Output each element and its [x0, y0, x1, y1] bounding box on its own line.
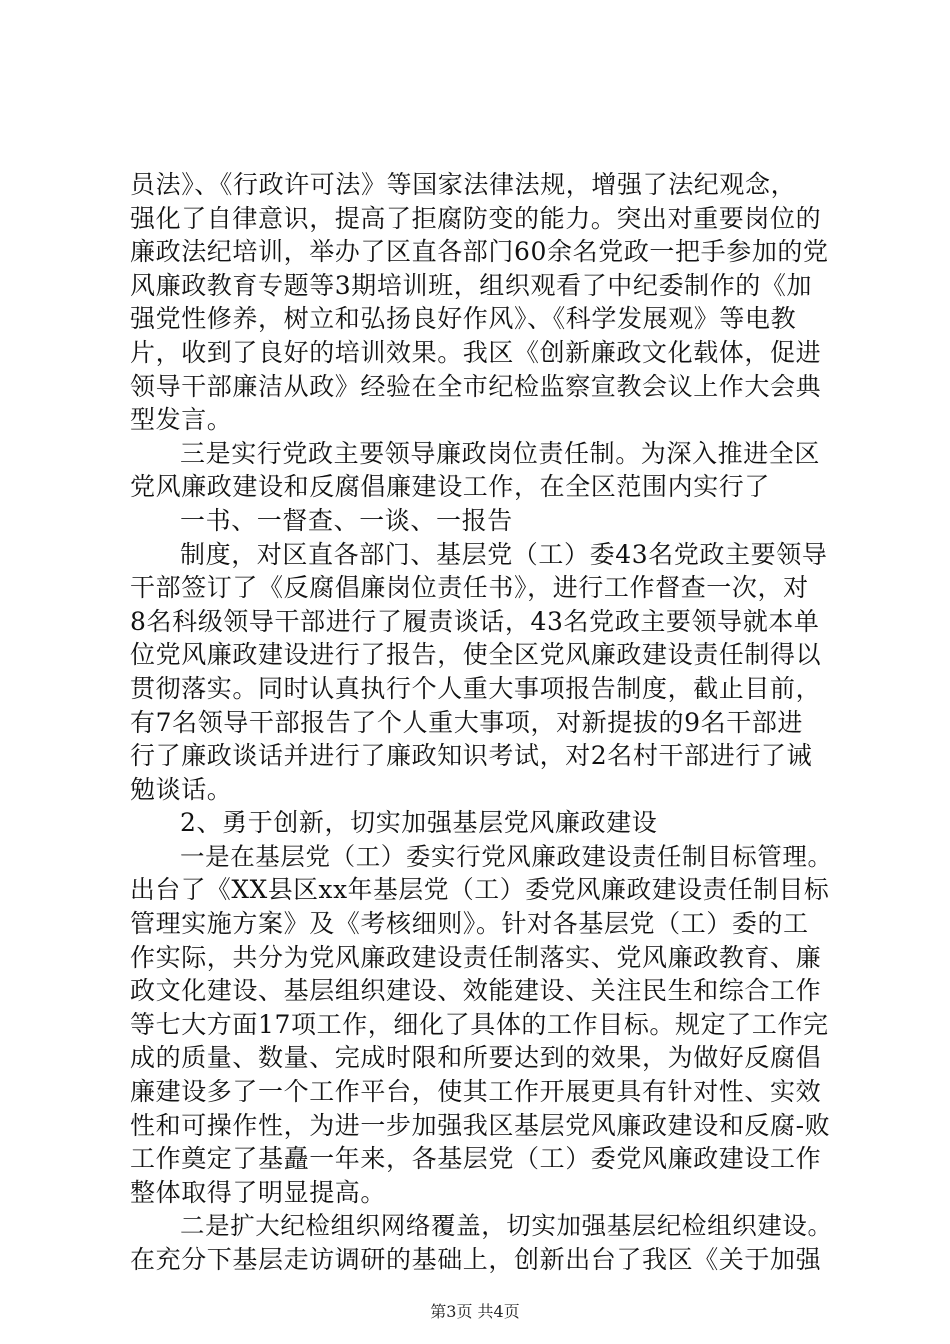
text-line: 贯彻落实。同时认真执行个人重大事项报告制度，截止目前，: [130, 673, 822, 703]
text-line: 干部签订了《反腐倡廉岗位责任书》，进行工作督查一次，对: [130, 573, 809, 603]
text-line: 型发言。: [130, 405, 233, 435]
text-line: 有7名领导干部报告了个人重大事项，对新提拔的9名干部进: [130, 707, 804, 737]
text-line: 员法》、《行政许可法》等国家法律法规，增强了法纪观念，: [130, 170, 797, 199]
text-line: 行了廉政谈话并进行了廉政知识考试，对2名村干部进行了诫: [130, 741, 813, 771]
text-line: 位党风廉政建设进行了报告，使全区党风廉政建设责任制得以: [130, 640, 822, 670]
text-line: 三是实行党政主要领导廉政岗位责任制。为深入推进全区: [180, 438, 821, 468]
text-line: 一书、一督查、一谈、一报告: [180, 505, 513, 535]
text-line: 片，收到了良好的培训效果。我区《创新廉政文化载体，促进: [130, 337, 822, 367]
text-line: 政文化建设、基层组织建设、效能建设、关注民生和综合工作: [130, 976, 822, 1006]
text-line: 性和可操作性，为进一步加强我区基层党风廉政建设和反腐-败: [130, 1110, 831, 1140]
text-line: 在充分下基层走访调研的基础上，创新出台了我区《关于加强: [130, 1245, 822, 1274]
text-line: 2、勇于创新，切实加强基层党风廉政建设: [180, 808, 658, 838]
text-line: 党风廉政建设和反腐倡廉建设工作，在全区范围内实行了: [130, 472, 771, 502]
page-footer: 第3页 共4页: [430, 1302, 520, 1321]
text-line: 强党性修养，树立和弘扬良好作风》、《科学发展观》等电教: [130, 304, 797, 334]
text-line: 二是扩大纪检组织网络覆盖，切实加强基层纪检组织建设。: [180, 1211, 833, 1241]
text-line: 管理实施方案》及《考核细则》。针对各基层党（工）委的工: [130, 909, 809, 939]
text-line: 强化了自律意识，提高了拒腐防变的能力。突出对重要岗位的: [130, 203, 822, 233]
text-line: 等七大方面17项工作，细化了具体的工作目标。规定了工作完: [130, 1009, 829, 1039]
text-line: 工作奠定了基矗一年来，各基层党（工）委党风廉政建设工作: [130, 1144, 822, 1174]
text-line: 出台了《XX县区xx年基层党（工）委党风廉政建设责任制目标: [130, 875, 830, 905]
text-line: 风廉政教育专题等3期培训班，组织观看了中纪委制作的《加: [130, 270, 813, 300]
text-line: 作实际，共分为党风廉政建设责任制落实、党风廉政教育、廉: [130, 942, 822, 972]
text-line: 廉政法纪培训，举办了区直各部门60余名党政一把手参加的党: [130, 237, 829, 267]
text-line: 整体取得了明显提高。: [130, 1177, 387, 1207]
text-line: 成的质量、数量、完成时限和所要达到的效果，为做好反腐倡: [130, 1043, 822, 1073]
text-line: 领导干部廉洁从政》经验在全市纪检监察宣教会议上作大会典: [130, 371, 822, 401]
text-line: 一是在基层党（工）委实行党风廉政建设责任制目标管理。: [180, 841, 833, 871]
document-body: [130, 168, 835, 1277]
text-line: 8名科级领导干部进行了履责谈话，43名党政主要领导就本单: [130, 606, 820, 636]
text-line: 勉谈话。: [130, 774, 233, 804]
text-line: 廉建设多了一个工作平台，使其工作开展更具有针对性、实效: [130, 1077, 822, 1107]
text-line: 制度，对区直各部门、基层党（工）委43名党政主要领导: [180, 539, 828, 569]
